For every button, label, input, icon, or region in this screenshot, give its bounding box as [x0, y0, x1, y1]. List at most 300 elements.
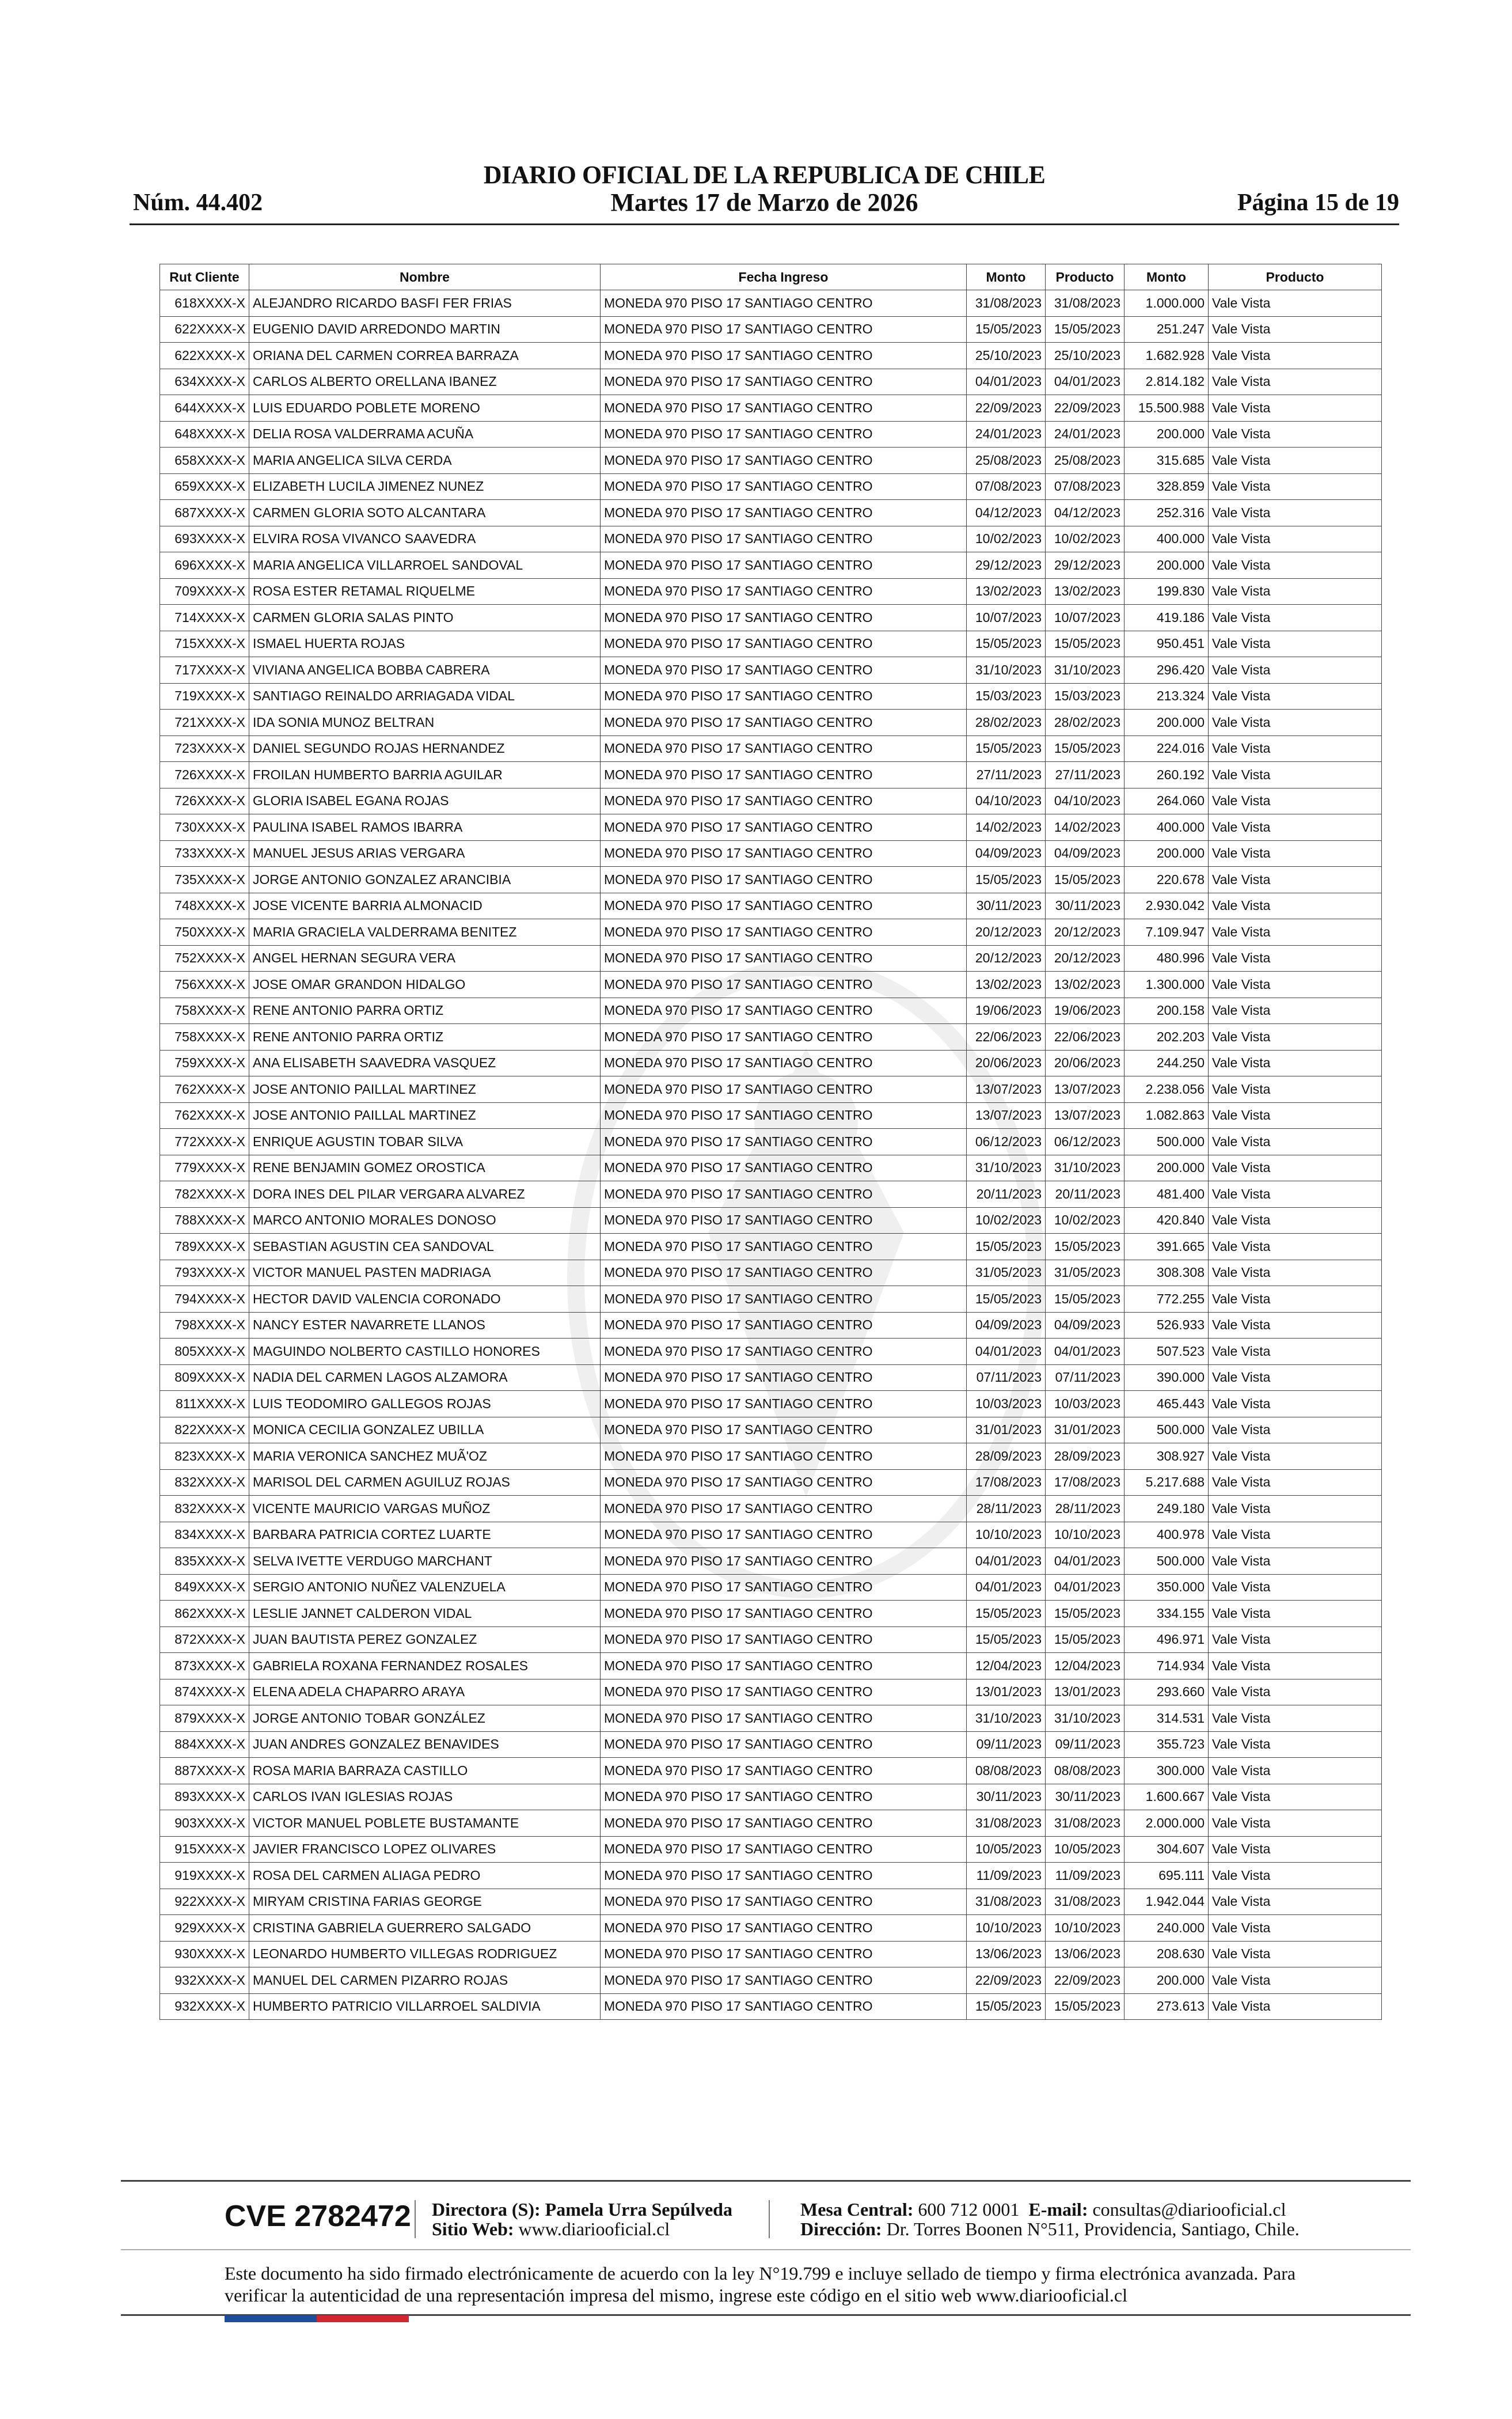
rut-cell: 805XXXX-X: [160, 1339, 249, 1365]
website-line: [432, 2219, 670, 2240]
table-row: [160, 945, 1382, 972]
director-line: [432, 2199, 732, 2220]
direccion-cell: MONEDA 970 PISO 17 SANTIAGO CENTRO: [601, 1941, 967, 1967]
table-row: [160, 1076, 1382, 1103]
producto-cell: Vale Vista: [1209, 1207, 1382, 1234]
producto-cell: Vale Vista: [1209, 893, 1382, 919]
nombre-cell: CARLOS ALBERTO ORELLANA IBANEZ: [249, 369, 601, 395]
producto-cell: Vale Vista: [1209, 998, 1382, 1024]
producto-cell: Vale Vista: [1209, 867, 1382, 893]
fecha-cell: 28/09/2023: [967, 1443, 1046, 1470]
monto-cell: 1.300.000: [1124, 972, 1209, 998]
producto-cell: Vale Vista: [1209, 1155, 1382, 1181]
table-row: [160, 316, 1382, 343]
fecha-producto-cell: 19/06/2023: [1046, 998, 1124, 1024]
fecha-cell: 13/01/2023: [967, 1679, 1046, 1705]
table-row: [160, 1626, 1382, 1653]
fecha-producto-cell: 30/11/2023: [1046, 1784, 1124, 1810]
nombre-cell: ANA ELISABETH SAAVEDRA VASQUEZ: [249, 1050, 601, 1076]
rut-cell: 750XXXX-X: [160, 919, 249, 946]
monto-cell: 419.186: [1124, 605, 1209, 631]
nombre-cell: ORIANA DEL CARMEN CORREA BARRAZA: [249, 343, 601, 369]
table-body: [160, 290, 1382, 2020]
nombre-cell: BARBARA PATRICIA CORTEZ LUARTE: [249, 1522, 601, 1548]
table-row: [160, 1496, 1382, 1522]
monto-cell: 500.000: [1124, 1129, 1209, 1155]
nombre-cell: ELVIRA ROSA VIVANCO SAAVEDRA: [249, 526, 601, 552]
monto-cell: 7.109.947: [1124, 919, 1209, 946]
rut-cell: 693XXXX-X: [160, 526, 249, 552]
rut-cell: 834XXXX-X: [160, 1522, 249, 1548]
direccion-cell: MONEDA 970 PISO 17 SANTIAGO CENTRO: [601, 762, 967, 788]
fecha-producto-cell: 15/05/2023: [1046, 316, 1124, 343]
rut-cell: 709XXXX-X: [160, 578, 249, 605]
direccion-cell: MONEDA 970 PISO 17 SANTIAGO CENTRO: [601, 1050, 967, 1076]
producto-cell: Vale Vista: [1209, 578, 1382, 605]
fecha-cell: 27/11/2023: [967, 762, 1046, 788]
monto-cell: 420.840: [1124, 1207, 1209, 1234]
fecha-producto-cell: 08/08/2023: [1046, 1758, 1124, 1784]
fecha-cell: 07/11/2023: [967, 1364, 1046, 1391]
direccion-cell: MONEDA 970 PISO 17 SANTIAGO CENTRO: [601, 448, 967, 474]
direccion-cell: MONEDA 970 PISO 17 SANTIAGO CENTRO: [601, 657, 967, 684]
table-row: [160, 683, 1382, 710]
rut-cell: 717XXXX-X: [160, 657, 249, 684]
rut-cell: 759XXXX-X: [160, 1050, 249, 1076]
nombre-cell: NANCY ESTER NAVARRETE LLANOS: [249, 1312, 601, 1339]
monto-cell: 249.180: [1124, 1496, 1209, 1522]
monto-cell: 220.678: [1124, 867, 1209, 893]
table-row: [160, 1443, 1382, 1470]
table-row: [160, 1339, 1382, 1365]
table-row: [160, 1024, 1382, 1051]
direccion-cell: MONEDA 970 PISO 17 SANTIAGO CENTRO: [601, 1915, 967, 1942]
producto-cell: Vale Vista: [1209, 1496, 1382, 1522]
rut-cell: 730XXXX-X: [160, 814, 249, 841]
fecha-cell: 15/05/2023: [967, 1601, 1046, 1627]
table-row: [160, 867, 1382, 893]
table-row: [160, 998, 1382, 1024]
nombre-cell: JUAN ANDRES GONZALEZ BENAVIDES: [249, 1731, 601, 1758]
fecha-producto-cell: 20/12/2023: [1046, 919, 1124, 946]
table-header-row: [160, 264, 1382, 290]
monto-cell: 2.238.056: [1124, 1076, 1209, 1103]
table-row: [160, 1863, 1382, 1889]
producto-cell: Vale Vista: [1209, 1784, 1382, 1810]
table-row: [160, 1181, 1382, 1208]
table-row: [160, 1260, 1382, 1286]
nombre-cell: GLORIA ISABEL EGANA ROJAS: [249, 788, 601, 814]
direccion-cell: MONEDA 970 PISO 17 SANTIAGO CENTRO: [601, 316, 967, 343]
direccion-cell: MONEDA 970 PISO 17 SANTIAGO CENTRO: [601, 1024, 967, 1051]
producto-cell: Vale Vista: [1209, 1312, 1382, 1339]
rut-cell: 634XXXX-X: [160, 369, 249, 395]
fecha-cell: 22/06/2023: [967, 1024, 1046, 1051]
fecha-producto-cell: 04/10/2023: [1046, 788, 1124, 814]
direccion-cell: MONEDA 970 PISO 17 SANTIAGO CENTRO: [601, 1469, 967, 1496]
producto-cell: Vale Vista: [1209, 1967, 1382, 1994]
fecha-cell: 07/08/2023: [967, 473, 1046, 500]
nombre-cell: MARCO ANTONIO MORALES DONOSO: [249, 1207, 601, 1234]
address-value: Dr. Torres Boonen N°511, Providencia, Santiago, Chile.: [886, 2219, 1300, 2239]
table-row: [160, 1391, 1382, 1417]
table-row: [160, 395, 1382, 422]
fecha-producto-cell: 22/06/2023: [1046, 1024, 1124, 1051]
nombre-cell: CARMEN GLORIA SALAS PINTO: [249, 605, 601, 631]
nombre-cell: LESLIE JANNET CALDERON VIDAL: [249, 1601, 601, 1627]
table-row: [160, 893, 1382, 919]
table-row: [160, 448, 1382, 474]
producto-cell: Vale Vista: [1209, 1601, 1382, 1627]
rut-cell: 849XXXX-X: [160, 1574, 249, 1601]
fecha-producto-cell: 17/08/2023: [1046, 1469, 1124, 1496]
monto-cell: 2.814.182: [1124, 369, 1209, 395]
nombre-cell: RENE BENJAMIN GOMEZ OROSTICA: [249, 1155, 601, 1181]
table-row: [160, 578, 1382, 605]
table-row: [160, 1469, 1382, 1496]
fecha-cell: 13/06/2023: [967, 1941, 1046, 1967]
monto-cell: 240.000: [1124, 1915, 1209, 1942]
monto-cell: 391.665: [1124, 1234, 1209, 1260]
fecha-cell: 08/08/2023: [967, 1758, 1046, 1784]
fecha-producto-cell: 15/05/2023: [1046, 1993, 1124, 2020]
direccion-cell: MONEDA 970 PISO 17 SANTIAGO CENTRO: [601, 1548, 967, 1575]
rut-cell: 822XXXX-X: [160, 1417, 249, 1443]
monto-cell: 264.060: [1124, 788, 1209, 814]
producto-cell: Vale Vista: [1209, 1129, 1382, 1155]
flag-stripe-red: [317, 2315, 409, 2322]
rut-cell: 793XXXX-X: [160, 1260, 249, 1286]
monto-cell: 5.217.688: [1124, 1469, 1209, 1496]
direccion-cell: MONEDA 970 PISO 17 SANTIAGO CENTRO: [601, 1863, 967, 1889]
fecha-producto-cell: 10/10/2023: [1046, 1915, 1124, 1942]
monto-cell: 308.308: [1124, 1260, 1209, 1286]
fecha-producto-cell: 13/07/2023: [1046, 1102, 1124, 1129]
monto-cell: 199.830: [1124, 578, 1209, 605]
direccion-cell: MONEDA 970 PISO 17 SANTIAGO CENTRO: [601, 1496, 967, 1522]
nombre-cell: LUIS TEODOMIRO GALLEGOS ROJAS: [249, 1391, 601, 1417]
nombre-cell: ALEJANDRO RICARDO BASFI FER FRIAS: [249, 290, 601, 317]
monto-cell: 772.255: [1124, 1286, 1209, 1313]
fecha-producto-cell: 10/05/2023: [1046, 1836, 1124, 1863]
rut-cell: 798XXXX-X: [160, 1312, 249, 1339]
table-row: [160, 1810, 1382, 1837]
nombre-cell: MANUEL DEL CARMEN PIZARRO ROJAS: [249, 1967, 601, 1994]
nombre-cell: HECTOR DAVID VALENCIA CORONADO: [249, 1286, 601, 1313]
fecha-producto-cell: 31/10/2023: [1046, 1705, 1124, 1732]
fecha-producto-cell: 07/11/2023: [1046, 1364, 1124, 1391]
fecha-producto-cell: 10/07/2023: [1046, 605, 1124, 631]
fecha-cell: 04/01/2023: [967, 1339, 1046, 1365]
mesa-label: Mesa Central:: [800, 2199, 914, 2220]
fecha-cell: 10/10/2023: [967, 1915, 1046, 1942]
nombre-cell: JOSE ANTONIO PAILLAL MARTINEZ: [249, 1076, 601, 1103]
fecha-cell: 31/10/2023: [967, 1155, 1046, 1181]
monto-cell: 15.500.988: [1124, 395, 1209, 422]
rut-cell: 748XXXX-X: [160, 893, 249, 919]
direccion-cell: MONEDA 970 PISO 17 SANTIAGO CENTRO: [601, 1443, 967, 1470]
nombre-cell: MARISOL DEL CARMEN AGUILUZ ROJAS: [249, 1469, 601, 1496]
rut-cell: 823XXXX-X: [160, 1443, 249, 1470]
fecha-producto-cell: 06/12/2023: [1046, 1129, 1124, 1155]
monto-cell: 314.531: [1124, 1705, 1209, 1732]
table-row: [160, 421, 1382, 448]
producto-cell: Vale Vista: [1209, 1286, 1382, 1313]
producto-cell: Vale Vista: [1209, 1915, 1382, 1942]
rut-cell: 874XXXX-X: [160, 1679, 249, 1705]
rut-cell: 930XXXX-X: [160, 1941, 249, 1967]
producto-cell: Vale Vista: [1209, 1993, 1382, 2020]
nombre-cell: ROSA DEL CARMEN ALIAGA PEDRO: [249, 1863, 601, 1889]
rut-cell: 794XXXX-X: [160, 1286, 249, 1313]
producto-cell: Vale Vista: [1209, 1626, 1382, 1653]
fecha-producto-cell: 31/08/2023: [1046, 1889, 1124, 1915]
direccion-cell: MONEDA 970 PISO 17 SANTIAGO CENTRO: [601, 578, 967, 605]
nombre-cell: GABRIELA ROXANA FERNANDEZ ROSALES: [249, 1653, 601, 1679]
nombre-cell: DORA INES DEL PILAR VERGARA ALVAREZ: [249, 1181, 601, 1208]
table-row: [160, 1705, 1382, 1732]
direccion-cell: MONEDA 970 PISO 17 SANTIAGO CENTRO: [601, 1234, 967, 1260]
rut-cell: 687XXXX-X: [160, 500, 249, 526]
fecha-cell: 31/10/2023: [967, 657, 1046, 684]
monto-cell: 2.930.042: [1124, 893, 1209, 919]
fecha-producto-cell: 13/07/2023: [1046, 1076, 1124, 1103]
rut-cell: 723XXXX-X: [160, 735, 249, 762]
nombre-cell: DANIEL SEGUNDO ROJAS HERNANDEZ: [249, 735, 601, 762]
rut-cell: 887XXXX-X: [160, 1758, 249, 1784]
fecha-producto-cell: 28/02/2023: [1046, 710, 1124, 736]
rut-cell: 618XXXX-X: [160, 290, 249, 317]
direccion-cell: MONEDA 970 PISO 17 SANTIAGO CENTRO: [601, 998, 967, 1024]
direccion-cell: MONEDA 970 PISO 17 SANTIAGO CENTRO: [601, 1810, 967, 1837]
rut-cell: 758XXXX-X: [160, 998, 249, 1024]
fecha-cell: 31/08/2023: [967, 1810, 1046, 1837]
rut-cell: 726XXXX-X: [160, 762, 249, 788]
table-row: [160, 1836, 1382, 1863]
page-header: [130, 160, 1399, 223]
table-row: [160, 1574, 1382, 1601]
fecha-producto-cell: 04/09/2023: [1046, 840, 1124, 867]
rut-cell: 715XXXX-X: [160, 631, 249, 657]
monto-cell: 1.600.667: [1124, 1784, 1209, 1810]
fecha-producto-cell: 24/01/2023: [1046, 421, 1124, 448]
issue-number: Núm. 44.402: [133, 189, 263, 216]
fecha-producto-cell: 22/09/2023: [1046, 1967, 1124, 1994]
direccion-cell: MONEDA 970 PISO 17 SANTIAGO CENTRO: [601, 1784, 967, 1810]
website-link[interactable]: www.diariooficial.cl: [518, 2219, 670, 2239]
nombre-cell: SERGIO ANTONIO NUÑEZ VALENZUELA: [249, 1574, 601, 1601]
direccion-cell: MONEDA 970 PISO 17 SANTIAGO CENTRO: [601, 814, 967, 841]
direccion-cell: MONEDA 970 PISO 17 SANTIAGO CENTRO: [601, 421, 967, 448]
fecha-cell: 22/09/2023: [967, 1967, 1046, 1994]
nombre-cell: SANTIAGO REINALDO ARRIAGADA VIDAL: [249, 683, 601, 710]
direccion-cell: MONEDA 970 PISO 17 SANTIAGO CENTRO: [601, 683, 967, 710]
monto-cell: 714.934: [1124, 1653, 1209, 1679]
table-row: [160, 1993, 1382, 2020]
nombre-cell: HUMBERTO PATRICIO VILLARROEL SALDIVIA: [249, 1993, 601, 2020]
monto-cell: 315.685: [1124, 448, 1209, 474]
footer-separator: [415, 2200, 416, 2238]
fecha-producto-cell: 13/02/2023: [1046, 972, 1124, 998]
direccion-cell: MONEDA 970 PISO 17 SANTIAGO CENTRO: [601, 1679, 967, 1705]
table-row: [160, 919, 1382, 946]
table-row: [160, 1967, 1382, 1994]
monto-cell: 334.155: [1124, 1601, 1209, 1627]
nombre-cell: VICTOR MANUEL POBLETE BUSTAMANTE: [249, 1810, 601, 1837]
fecha-producto-cell: 10/10/2023: [1046, 1522, 1124, 1548]
rut-cell: 622XXXX-X: [160, 343, 249, 369]
fecha-cell: 20/06/2023: [967, 1050, 1046, 1076]
direccion-cell: MONEDA 970 PISO 17 SANTIAGO CENTRO: [601, 1102, 967, 1129]
website-label: Sitio Web:: [432, 2219, 514, 2239]
direccion-cell: MONEDA 970 PISO 17 SANTIAGO CENTRO: [601, 1889, 967, 1915]
fecha-cell: 04/01/2023: [967, 1548, 1046, 1575]
rut-cell: 719XXXX-X: [160, 683, 249, 710]
nombre-cell: PAULINA ISABEL RAMOS IBARRA: [249, 814, 601, 841]
producto-cell: Vale Vista: [1209, 972, 1382, 998]
director-label: Directora (S):: [432, 2199, 541, 2220]
nombre-cell: MARIA GRACIELA VALDERRAMA BENITEZ: [249, 919, 601, 946]
rut-cell: 919XXXX-X: [160, 1863, 249, 1889]
producto-cell: Vale Vista: [1209, 1758, 1382, 1784]
table-row: [160, 1784, 1382, 1810]
fecha-producto-cell: 11/09/2023: [1046, 1863, 1124, 1889]
producto-cell: Vale Vista: [1209, 1679, 1382, 1705]
fecha-cell: 15/05/2023: [967, 867, 1046, 893]
nombre-cell: VICTOR MANUEL PASTEN MADRIAGA: [249, 1260, 601, 1286]
direccion-cell: MONEDA 970 PISO 17 SANTIAGO CENTRO: [601, 500, 967, 526]
fecha-cell: 10/10/2023: [967, 1522, 1046, 1548]
producto-cell: Vale Vista: [1209, 605, 1382, 631]
fecha-producto-cell: 15/05/2023: [1046, 1601, 1124, 1627]
direccion-cell: MONEDA 970 PISO 17 SANTIAGO CENTRO: [601, 840, 967, 867]
fecha-producto-cell: 15/05/2023: [1046, 867, 1124, 893]
rut-cell: 879XXXX-X: [160, 1705, 249, 1732]
producto-cell: Vale Vista: [1209, 1443, 1382, 1470]
table-row: [160, 290, 1382, 317]
direccion-cell: MONEDA 970 PISO 17 SANTIAGO CENTRO: [601, 1758, 967, 1784]
fecha-producto-cell: 25/08/2023: [1046, 448, 1124, 474]
direccion-cell: MONEDA 970 PISO 17 SANTIAGO CENTRO: [601, 1076, 967, 1103]
rut-cell: 903XXXX-X: [160, 1810, 249, 1837]
producto-cell: Vale Vista: [1209, 1863, 1382, 1889]
fecha-producto-cell: 15/05/2023: [1046, 1234, 1124, 1260]
direccion-cell: MONEDA 970 PISO 17 SANTIAGO CENTRO: [601, 1286, 967, 1313]
producto-cell: Vale Vista: [1209, 1574, 1382, 1601]
producto-cell: Vale Vista: [1209, 1391, 1382, 1417]
fecha-producto-cell: 15/03/2023: [1046, 683, 1124, 710]
monto-cell: 355.723: [1124, 1731, 1209, 1758]
publication-date: Martes 17 de Marzo de 2026: [610, 188, 918, 217]
direccion-cell: MONEDA 970 PISO 17 SANTIAGO CENTRO: [601, 1601, 967, 1627]
nombre-cell: ELIZABETH LUCILA JIMENEZ NUNEZ: [249, 473, 601, 500]
producto-cell: Vale Vista: [1209, 1941, 1382, 1967]
rut-cell: 644XXXX-X: [160, 395, 249, 422]
email-link[interactable]: consultas@diariooficial.cl: [1092, 2199, 1286, 2220]
fecha-cell: 13/02/2023: [967, 972, 1046, 998]
table-row: [160, 1102, 1382, 1129]
table-row: [160, 500, 1382, 526]
table-row: [160, 631, 1382, 657]
nombre-cell: ENRIQUE AGUSTIN TOBAR SILVA: [249, 1129, 601, 1155]
fecha-producto-cell: 04/01/2023: [1046, 369, 1124, 395]
table-row: [160, 814, 1382, 841]
monto-cell: 1.682.928: [1124, 343, 1209, 369]
nombre-cell: MARIA VERONICA SANCHEZ MUÃ'OZ: [249, 1443, 601, 1470]
monto-cell: 328.859: [1124, 473, 1209, 500]
column-header-nombre: Nombre: [249, 264, 601, 290]
direccion-cell: MONEDA 970 PISO 17 SANTIAGO CENTRO: [601, 1836, 967, 1863]
monto-cell: 950.451: [1124, 631, 1209, 657]
table-row: [160, 1312, 1382, 1339]
table-row: [160, 788, 1382, 814]
table-row: [160, 526, 1382, 552]
producto-cell: Vale Vista: [1209, 1024, 1382, 1051]
direccion-cell: MONEDA 970 PISO 17 SANTIAGO CENTRO: [601, 552, 967, 579]
producto-cell: Vale Vista: [1209, 1548, 1382, 1575]
fecha-producto-cell: 28/11/2023: [1046, 1496, 1124, 1522]
producto-cell: Vale Vista: [1209, 473, 1382, 500]
fecha-cell: 10/05/2023: [967, 1836, 1046, 1863]
rut-cell: 756XXXX-X: [160, 972, 249, 998]
nombre-cell: IDA SONIA MUNOZ BELTRAN: [249, 710, 601, 736]
direccion-cell: MONEDA 970 PISO 17 SANTIAGO CENTRO: [601, 945, 967, 972]
nombre-cell: JORGE ANTONIO GONZALEZ ARANCIBIA: [249, 867, 601, 893]
fecha-cell: 24/01/2023: [967, 421, 1046, 448]
fecha-producto-cell: 31/05/2023: [1046, 1260, 1124, 1286]
fecha-cell: 04/12/2023: [967, 500, 1046, 526]
fecha-producto-cell: 04/09/2023: [1046, 1312, 1124, 1339]
rut-cell: 659XXXX-X: [160, 473, 249, 500]
director-name: Pamela Urra Sepúlveda: [545, 2199, 732, 2220]
rut-cell: 832XXXX-X: [160, 1469, 249, 1496]
direccion-cell: MONEDA 970 PISO 17 SANTIAGO CENTRO: [601, 1993, 967, 2020]
direccion-cell: MONEDA 970 PISO 17 SANTIAGO CENTRO: [601, 473, 967, 500]
fecha-cell: 31/08/2023: [967, 1889, 1046, 1915]
producto-cell: Vale Vista: [1209, 552, 1382, 579]
table-row: [160, 343, 1382, 369]
email-label: E-mail:: [1028, 2199, 1088, 2220]
producto-cell: Vale Vista: [1209, 1522, 1382, 1548]
nombre-cell: EUGENIO DAVID ARREDONDO MARTIN: [249, 316, 601, 343]
direccion-cell: MONEDA 970 PISO 17 SANTIAGO CENTRO: [601, 735, 967, 762]
fecha-producto-cell: 15/05/2023: [1046, 735, 1124, 762]
monto-cell: 200.000: [1124, 552, 1209, 579]
producto-cell: Vale Vista: [1209, 1705, 1382, 1732]
fecha-producto-cell: 29/12/2023: [1046, 552, 1124, 579]
nombre-cell: MARIA ANGELICA SILVA CERDA: [249, 448, 601, 474]
monto-cell: 260.192: [1124, 762, 1209, 788]
producto-cell: Vale Vista: [1209, 1339, 1382, 1365]
direccion-cell: MONEDA 970 PISO 17 SANTIAGO CENTRO: [601, 1181, 967, 1208]
monto-cell: 296.420: [1124, 657, 1209, 684]
nombre-cell: ROSA ESTER RETAMAL RIQUELME: [249, 578, 601, 605]
fecha-cell: 15/05/2023: [967, 1234, 1046, 1260]
fecha-producto-cell: 31/10/2023: [1046, 657, 1124, 684]
rut-cell: 782XXXX-X: [160, 1181, 249, 1208]
producto-cell: Vale Vista: [1209, 631, 1382, 657]
fecha-cell: 06/12/2023: [967, 1129, 1046, 1155]
fecha-cell: 31/10/2023: [967, 1705, 1046, 1732]
fecha-producto-cell: 13/01/2023: [1046, 1679, 1124, 1705]
monto-cell: 1.082.863: [1124, 1102, 1209, 1129]
fecha-cell: 10/02/2023: [967, 526, 1046, 552]
nombre-cell: ELENA ADELA CHAPARRO ARAYA: [249, 1679, 601, 1705]
direccion-cell: MONEDA 970 PISO 17 SANTIAGO CENTRO: [601, 1364, 967, 1391]
table-row: [160, 1758, 1382, 1784]
direccion-cell: MONEDA 970 PISO 17 SANTIAGO CENTRO: [601, 290, 967, 317]
producto-cell: Vale Vista: [1209, 1889, 1382, 1915]
